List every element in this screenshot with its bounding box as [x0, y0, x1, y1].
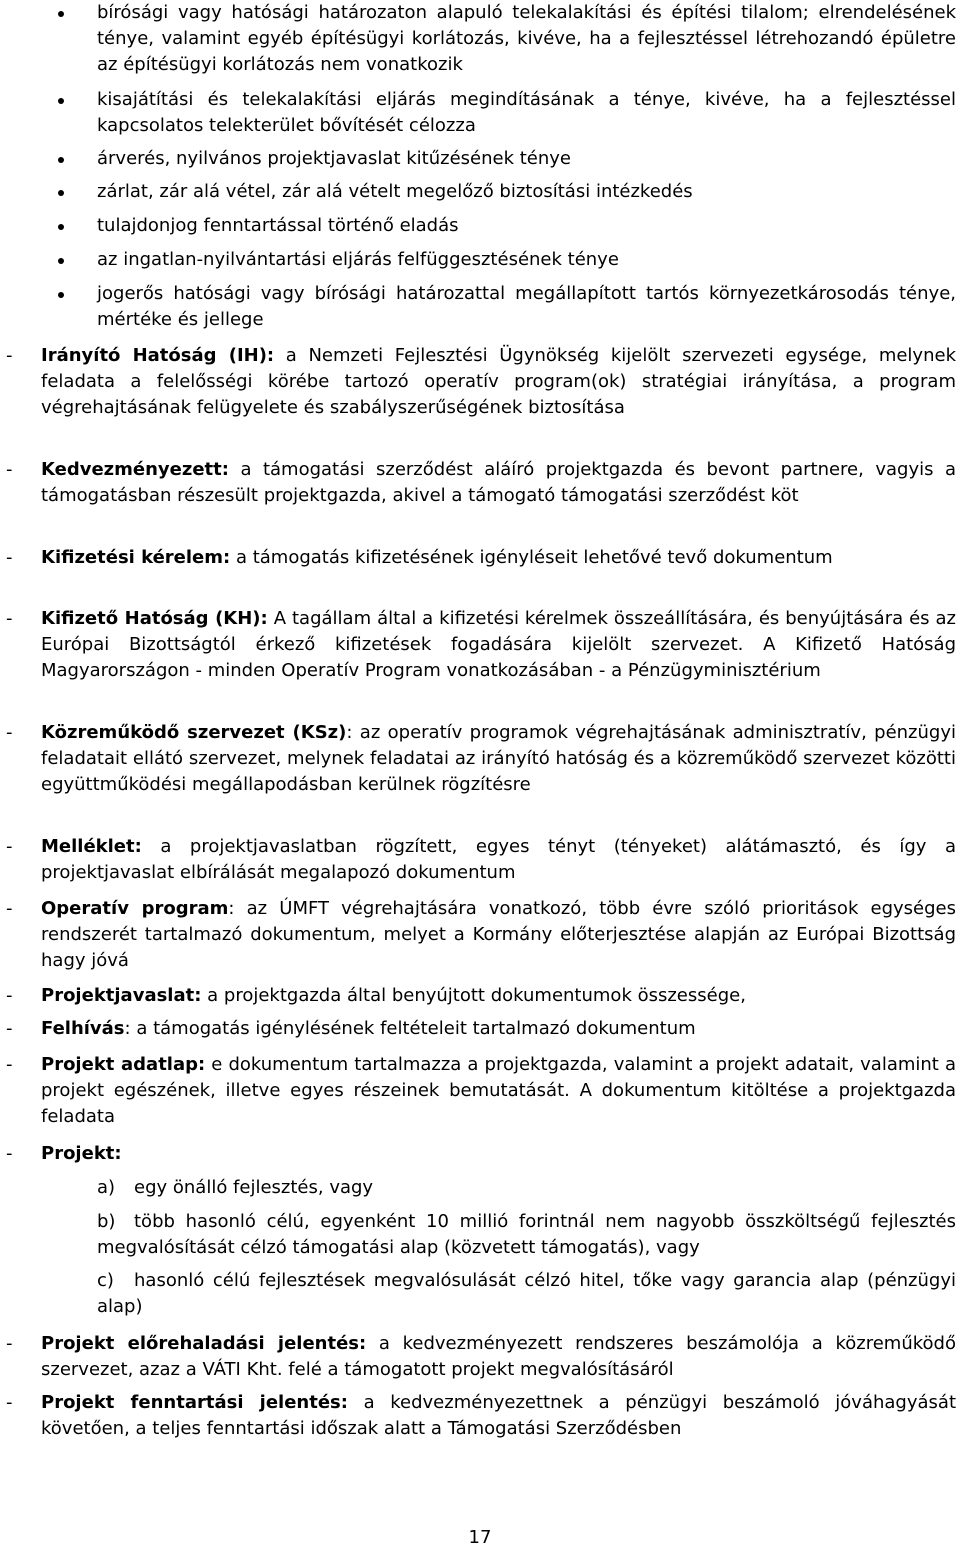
- definition-term: Felhívás: [41, 1018, 125, 1039]
- dash-marker: -: [6, 1392, 13, 1413]
- definition-body: [41, 343, 956, 421]
- dash-marker: -: [6, 547, 13, 568]
- definition-text: a támogatási szerződést aláíró projektgazda és bevont partnere, vagyis a támogatásban részesült projektgazda, akivel a támogató támogatási szerződést köt: [41, 459, 956, 506]
- dash-marker: -: [6, 345, 13, 366]
- definition-item: [0, 457, 960, 509]
- dash-marker: -: [6, 836, 13, 857]
- subitem-text: hasonló célú fejlesztések megvalósulását célzó hitel, tőke vagy garancia alap (pénzügyi alap): [97, 1270, 956, 1317]
- bullet-item: [0, 179, 960, 205]
- definition-item: [0, 1052, 960, 1130]
- definition-text: a Nemzeti Fejlesztési Ügynökség kijelölt szervezeti egysége, melynek feladata a felelősségi körébe tartozó operatív program(ok) stratégiai irányítása, a program végrehajtásának felügyelete és szabályszerűségének biztosítása: [41, 345, 956, 418]
- definition-body: [41, 1390, 956, 1442]
- definition-item: [0, 545, 960, 571]
- definition-term: Operatív program: [41, 898, 229, 919]
- dash-marker: -: [6, 898, 13, 919]
- bullet-dot-icon: [58, 157, 64, 163]
- definition-body: [41, 545, 956, 571]
- definition-text: A tagállam által a kifizetési kérelmek összeállítására, és benyújtására és az Európai Bizottságtól érkező kifizetések fogadására kijelölt szervezet. A Kifizető Hatóság Magyarországon - minden Operatív Program vonatkozásában - a Pénzügyminisztérium: [41, 608, 957, 681]
- bullet-dot-icon: [58, 292, 64, 298]
- definition-term: Kifizető Hatóság (KH):: [41, 608, 268, 629]
- definition-item: [0, 1016, 960, 1042]
- definition-text: a kedvezményezett rendszeres beszámolója a közreműködő szervezet, azaz a VÁTI Kht. felé a támogatott projekt megvalósításáról: [41, 1333, 956, 1380]
- definition-text: a projektgazda által benyújtott dokumentumok összessége,: [201, 985, 746, 1006]
- definition-term: Projekt adatlap:: [41, 1054, 206, 1075]
- definition-body: [41, 1331, 956, 1383]
- bullet-text: bírósági vagy hatósági határozaton alapuló telekalakítási és építési tilalom; elrendelésének ténye, valamint egyéb építésügyi korlátozás, kivéve, ha a fejlesztéssel létrehozandó épületre az építésügyi korlátozás nem vonatkozik: [97, 2, 956, 75]
- definition-term: Kedvezményezett:: [41, 459, 229, 480]
- dash-marker: -: [6, 459, 13, 480]
- subitem-label: a): [97, 1177, 116, 1198]
- definition-body: [41, 457, 956, 509]
- definition-text: e dokumentum tartalmazza a projektgazda, valamint a projekt adatait, valamint a projekt egészének, illetve egyes részeinek bemutatását. A dokumentum kitöltése a projektgazda feladata: [41, 1054, 956, 1127]
- dash-marker: -: [6, 722, 13, 743]
- project-subitem: [97, 1175, 956, 1201]
- definition-term: Melléklet:: [41, 836, 142, 857]
- dash-marker: -: [6, 1054, 13, 1075]
- definition-body: [41, 606, 956, 684]
- definition-text: : a támogatás igénylésének feltételeit tartalmazó dokumentum: [124, 1018, 696, 1039]
- definition-item: [0, 343, 960, 421]
- definition-item: [0, 834, 960, 886]
- definition-item: [0, 720, 960, 798]
- bullet-dot-icon: [58, 190, 64, 196]
- project-subitem: [97, 1209, 956, 1261]
- bullet-item: [0, 0, 960, 78]
- subitem-label: b): [97, 1211, 116, 1232]
- definition-body: [41, 1016, 956, 1042]
- definition-text: : az operatív programok végrehajtásának adminisztratív, pénzügyi feladatait ellátó szervezet, melynek feladatai az irányító hatóság és a közreműködő szervezet közötti együttműködési megállapodásban kerülnek rögzítésre: [41, 722, 956, 795]
- dash-marker: -: [6, 1018, 13, 1039]
- dash-marker: -: [6, 1333, 13, 1354]
- bullet-item: [0, 87, 960, 139]
- definition-item: [0, 1331, 960, 1383]
- bullet-item: [0, 213, 960, 239]
- bullet-item: [0, 146, 960, 172]
- bullet-item: [0, 247, 960, 273]
- definition-text: : az ÚMFT végrehajtására vonatkozó, több évre szóló prioritások egységes rendszerét tartalmazó dokumentum, melyet a Kormány előterjesztése alapján az Európai Bizottság hagy jóvá: [41, 898, 957, 971]
- definition-text: a kedvezményezettnek a pénzügyi beszámoló jóváhagyását követően, a teljes fenntartási időszak alatt a Támogatási Szerződésben: [41, 1392, 956, 1439]
- bullet-item: [0, 281, 960, 333]
- dash-marker: -: [6, 608, 13, 629]
- definition-body: [41, 720, 956, 798]
- definition-item: [0, 1141, 960, 1167]
- definition-term: Projektjavaslat:: [41, 985, 202, 1006]
- definition-text: a projektjavaslatban rögzített, egyes tényt (tényeket) alátámasztó, és így a projektjavaslat elbírálását megalapozó dokumentum: [41, 836, 956, 883]
- bullet-text: jogerős hatósági vagy bírósági határozattal megállapított tartós környezetkárosodás ténye, mértéke és jellege: [97, 283, 956, 330]
- subitem-text: több hasonló célú, egyenként 10 millió forintnál nem nagyobb összköltségű fejlesztés megvalósítását célzó támogatási alap (közvetett támogatás), vagy: [97, 1211, 956, 1258]
- bullet-dot-icon: [58, 98, 64, 104]
- bullet-text: zárlat, zár alá vétel, zár alá vételt megelőző biztosítási intézkedés: [97, 181, 693, 202]
- definition-term: Közreműködő szervezet (KSz): [41, 722, 347, 743]
- bullet-dot-icon: [58, 258, 64, 264]
- definition-item: [0, 1390, 960, 1442]
- definition-term: Projekt:: [41, 1143, 122, 1164]
- dash-marker: -: [6, 1143, 13, 1164]
- definition-term: Projekt előrehaladási jelentés:: [41, 1333, 367, 1354]
- definition-item: [0, 983, 960, 1009]
- definition-text: a támogatás kifizetésének igényléseit lehetővé tevő dokumentum: [230, 547, 833, 568]
- bullet-text: az ingatlan-nyilvántartási eljárás felfüggesztésének ténye: [97, 249, 619, 270]
- definition-body: [41, 1141, 956, 1167]
- definition-item: [0, 606, 960, 684]
- definition-body: [41, 834, 956, 886]
- definition-body: [41, 1052, 956, 1130]
- definition-item: [0, 896, 960, 974]
- bullet-text: tulajdonjog fenntartással történő eladás: [97, 215, 459, 236]
- definition-term: Projekt fenntartási jelentés:: [41, 1392, 348, 1413]
- definition-term: Kifizetési kérelem:: [41, 547, 231, 568]
- bullet-dot-icon: [58, 224, 64, 230]
- definition-term: Irányító Hatóság (IH):: [41, 345, 275, 366]
- dash-marker: -: [6, 985, 13, 1006]
- bullet-text: árverés, nyilvános projektjavaslat kitűzésének ténye: [97, 148, 571, 169]
- subitem-text: egy önálló fejlesztés, vagy: [134, 1177, 374, 1198]
- bullet-dot-icon: [58, 11, 64, 17]
- bullet-text: kisajátítási és telekalakítási eljárás megindításának a ténye, kivéve, ha a fejlesztéssel kapcsolatos telekterület bővítését célozza: [97, 89, 956, 136]
- project-subitem: [97, 1268, 956, 1320]
- definition-body: [41, 983, 956, 1009]
- subitem-label: c): [97, 1270, 114, 1291]
- definition-body: [41, 896, 956, 974]
- page-number: 17: [468, 1527, 492, 1548]
